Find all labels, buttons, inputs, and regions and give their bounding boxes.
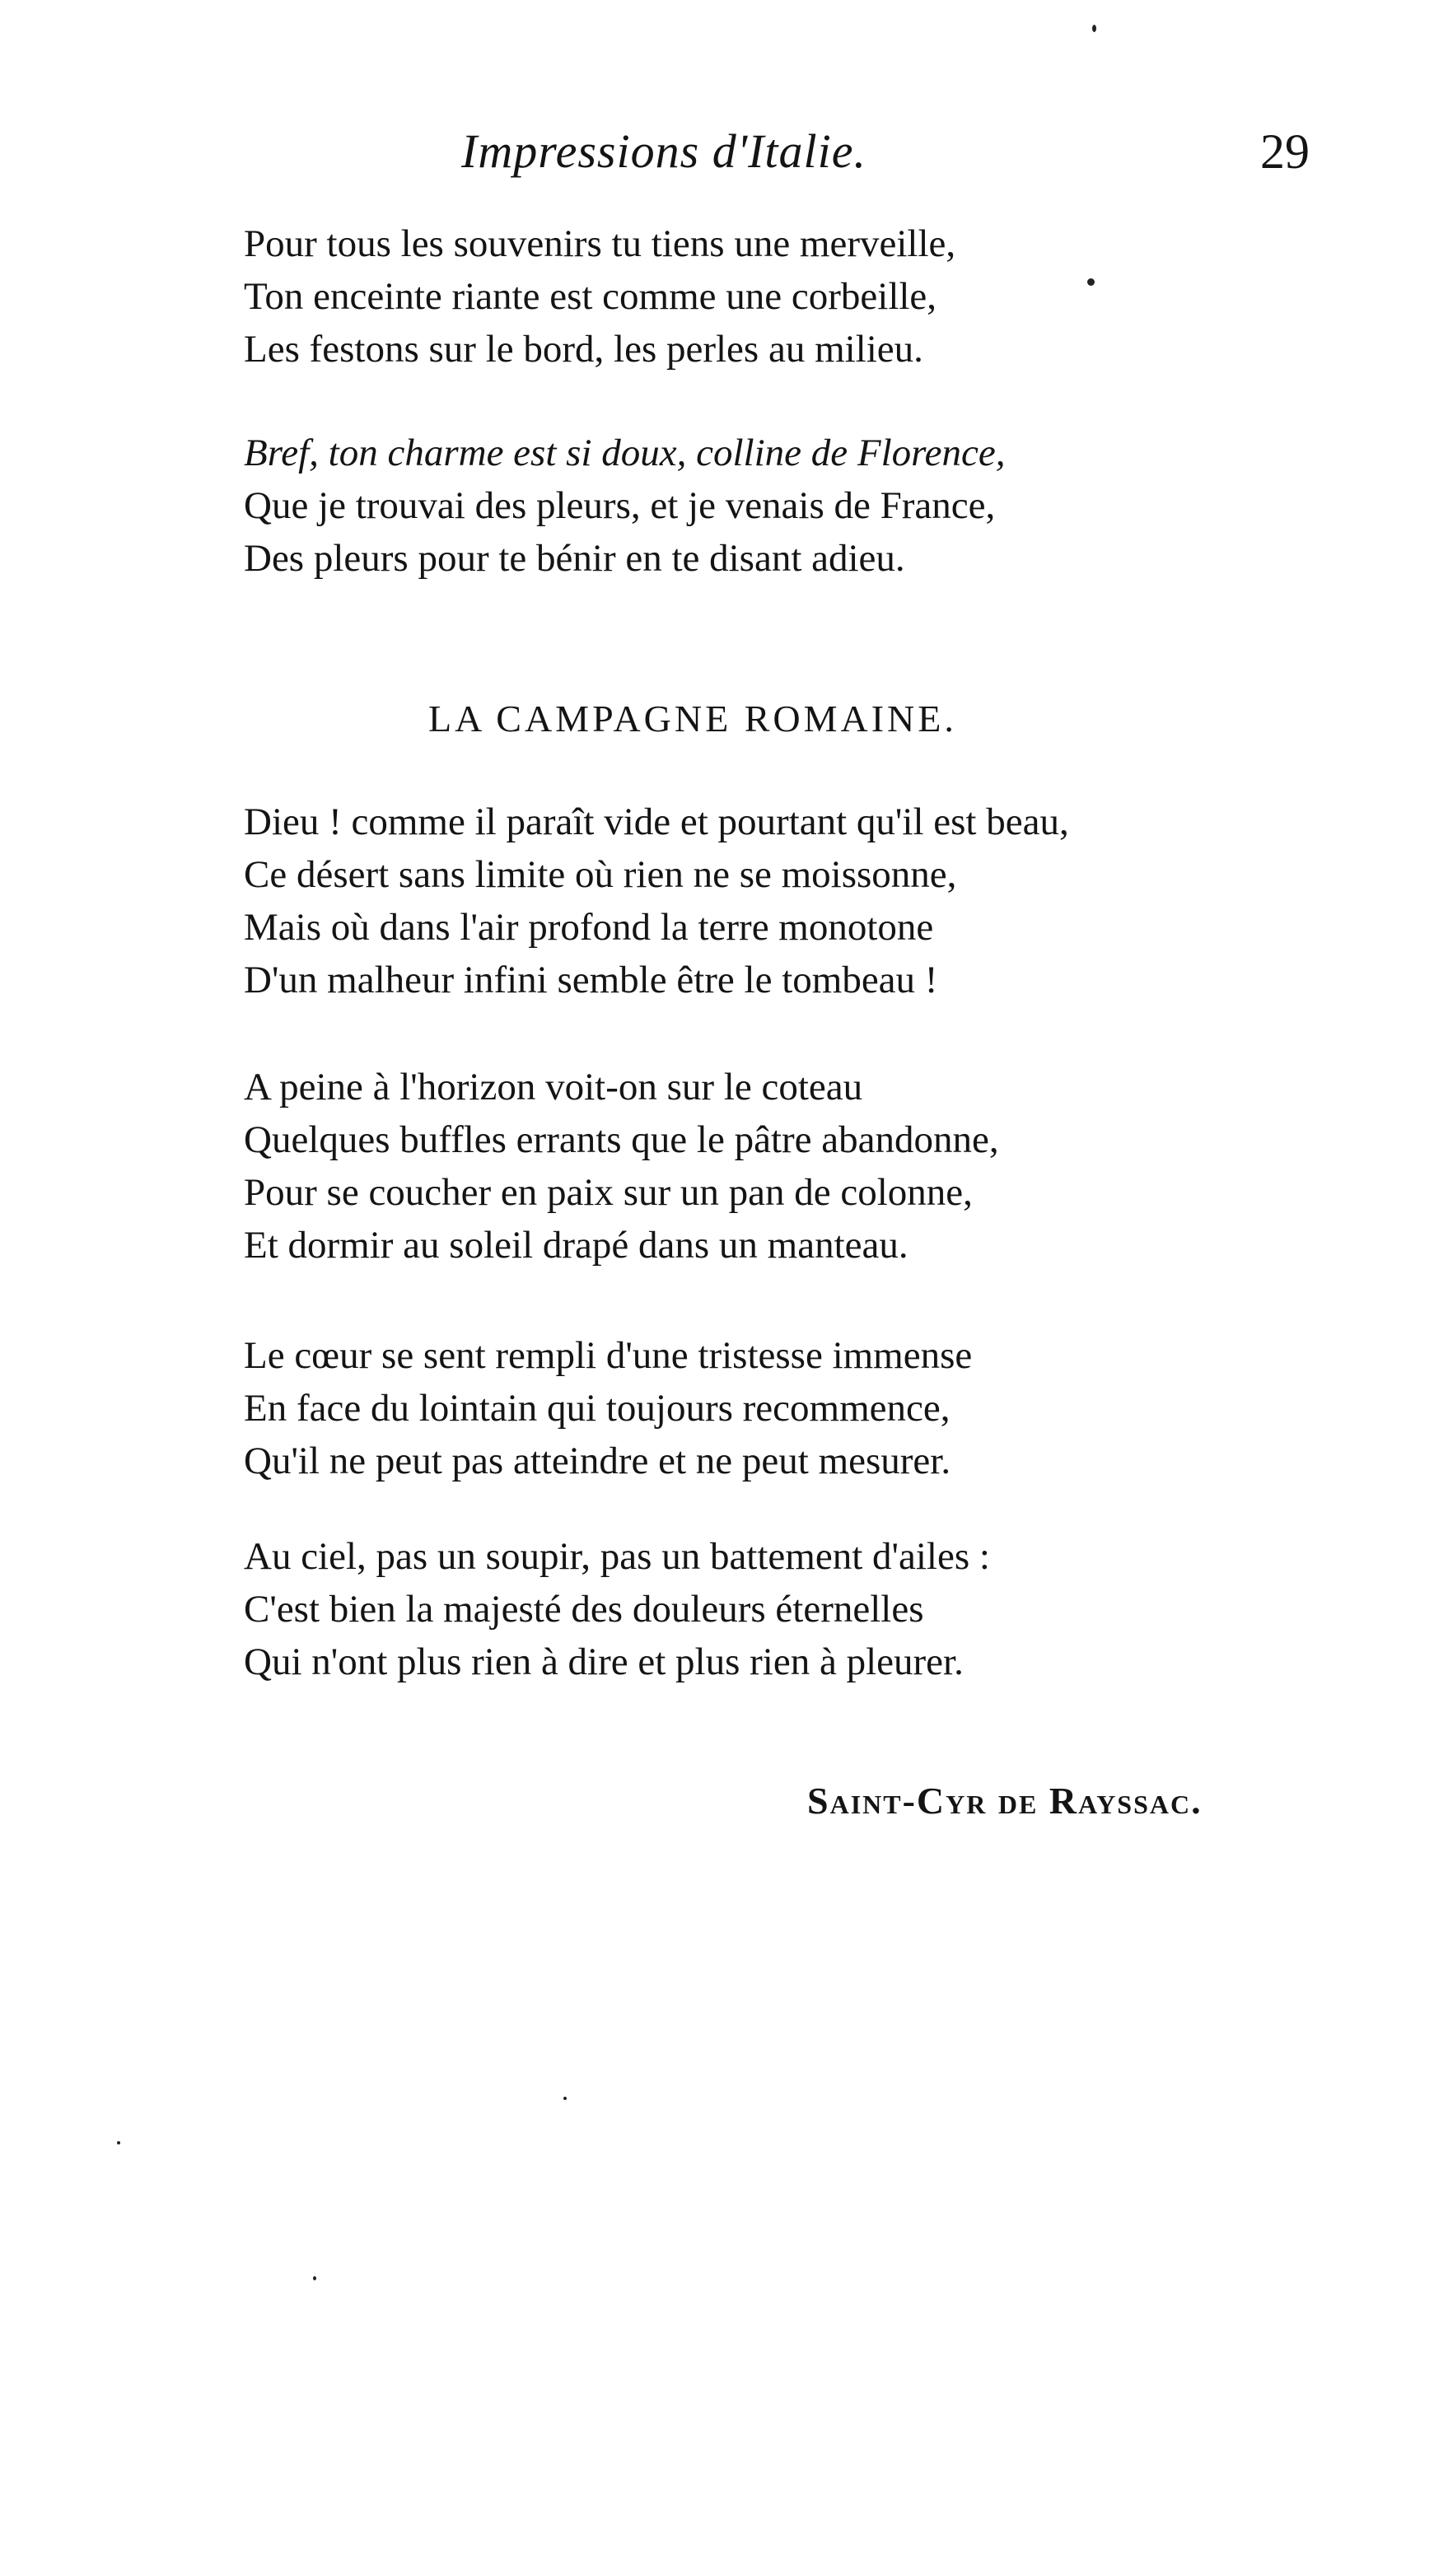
ink-speck	[563, 2097, 567, 2100]
verse-line: Les festons sur le bord, les perles au milieu.	[244, 328, 923, 371]
poem1-stanza-1	[244, 217, 955, 376]
verse-line: Que je trouvai des pleurs, et je venais de France,	[244, 484, 996, 527]
verse-line: Ce désert sans limite où rien ne se moissonne,	[244, 853, 957, 896]
verse-line: Bref, ton charme est si doux, colline de Florence,	[244, 432, 1006, 474]
verse-line: Ton enceinte riante est comme une corbeille,	[244, 275, 937, 318]
verse-line: Pour tous les souvenirs tu tiens une merveille,	[244, 222, 956, 265]
poem1-stanza-2	[244, 427, 1006, 585]
author-signature: Saint-Cyr de Rayssac.	[807, 1780, 1203, 1822]
verse-line: Quelques buffles errants que le pâtre abandonne,	[244, 1118, 999, 1161]
page-number: 29	[1260, 124, 1310, 179]
ink-speck	[1087, 278, 1095, 286]
verse-line: En face du lointain qui toujours recommence,	[244, 1387, 951, 1430]
verse-line: Et dormir au soleil drapé dans un manteau.	[244, 1224, 909, 1267]
verse-line: D'un malheur infini semble être le tombeau !	[244, 959, 938, 1001]
verse-line: Pour se coucher en paix sur un pan de colonne,	[244, 1171, 973, 1214]
verse-line: Mais où dans l'air profond la terre monotone	[244, 906, 934, 949]
verse-line: A peine à l'horizon voit-on sur le coteau	[244, 1066, 863, 1108]
poem2-stanza-4	[244, 1530, 990, 1688]
poem2-stanza-1	[244, 796, 1069, 1006]
ink-speck	[1092, 25, 1096, 32]
poem2-stanza-3	[244, 1329, 972, 1487]
verse-line: Qui n'ont plus rien à dire et plus rien à pleurer.	[244, 1640, 964, 1683]
verse-line: Au ciel, pas un soupir, pas un battement d'ailes :	[244, 1535, 990, 1578]
verse-line: Le cœur se sent rempli d'une tristesse immense	[244, 1334, 973, 1377]
poem-title: LA CAMPAGNE ROMAINE.	[428, 698, 957, 740]
ink-speck	[313, 2276, 316, 2280]
poem2-stanza-2	[244, 1061, 999, 1272]
verse-line: Dieu ! comme il paraît vide et pourtant qu'il est beau,	[244, 800, 1069, 843]
verse-line: Des pleurs pour te bénir en te disant adieu.	[244, 537, 905, 580]
verse-line: Qu'il ne peut pas atteindre et ne peut mesurer.	[244, 1440, 951, 1482]
verse-line: C'est bien la majesté des douleurs éternelles	[244, 1588, 924, 1631]
ink-speck	[117, 2141, 120, 2144]
running-title: Impressions d'Italie.	[461, 124, 866, 178]
